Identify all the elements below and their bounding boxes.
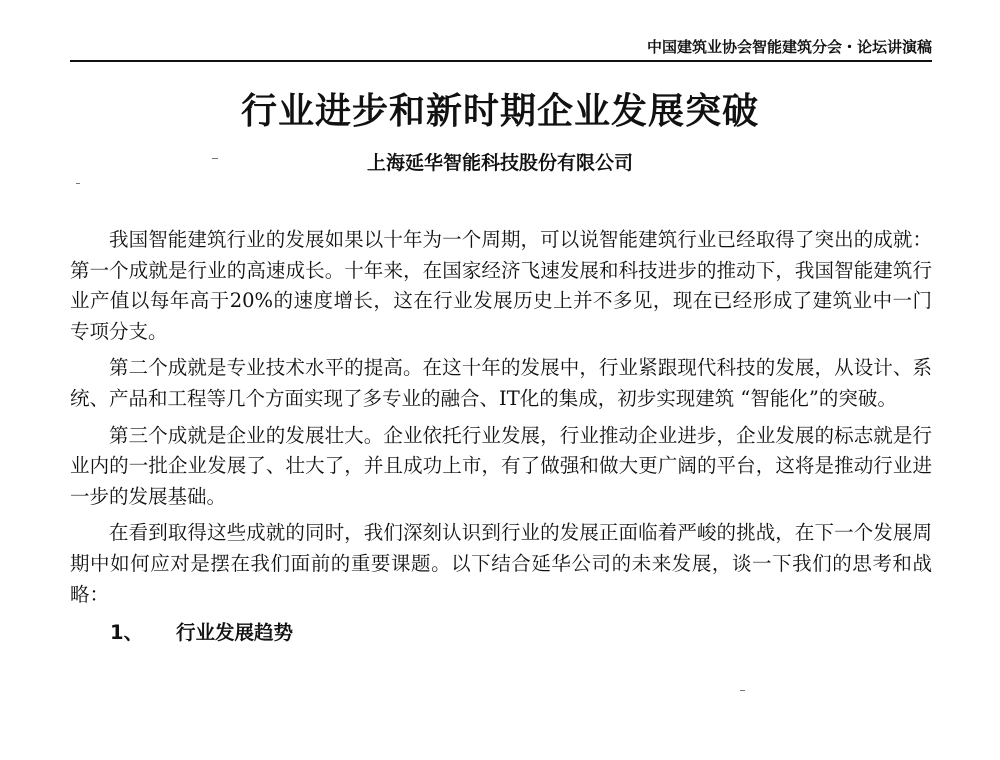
paragraph-4: 在看到取得这些成就的同时，我们深刻认识到行业的发展正面临着严峻的挑战，在下一个发展周期中如何应对是摆在我们面前的重要课题。以下结合延华公司的未来发展，谈一下我们的思考和战略： xyxy=(70,521,932,606)
paragraph-1: 我国智能建筑行业的发展如果以十年为一个周期，可以说智能建筑行业已经取得了突出的成就：第一个成就是行业的高速成长。十年来，在国家经济飞速发展和科技进步的推动下，我国智能建筑行业产值以每年高于20%的速度增长，这在行业发展历史上并不多见，现在已经形成了建筑业中一门专项分支。 xyxy=(70,228,932,343)
running-header: 中国建筑业协会智能建筑分会・论坛讲演稿 xyxy=(70,36,932,62)
body-text xyxy=(70,225,932,648)
scan-speck xyxy=(76,183,80,184)
paragraph-3: 第三个成就是企业的发展壮大。企业依托行业发展，行业推动企业进步，企业发展的标志就是行业内的一批企业发展了、壮大了，并且成功上市，有了做强和做大更广阔的平台，这将是推动行业进一步的发展基础。 xyxy=(70,423,932,508)
section-title: 行业发展趋势 xyxy=(176,621,294,645)
scan-speck xyxy=(212,158,218,159)
section-number: 1、 xyxy=(110,621,144,645)
document-title: 行业进步和新时期企业发展突破 xyxy=(240,90,759,132)
section-heading xyxy=(70,618,932,648)
scan-speck xyxy=(740,690,745,691)
document-author: 上海延华智能科技股份有限公司 xyxy=(366,152,633,174)
paragraph-2: 第二个成就是专业技术水平的提高。在这十年的发展中，行业紧跟现代科技的发展，从设计、系统、产品和工程等几个方面实现了多专业的融合、IT化的集成，初步实现建筑 “智能化”的突破。 xyxy=(70,356,932,410)
